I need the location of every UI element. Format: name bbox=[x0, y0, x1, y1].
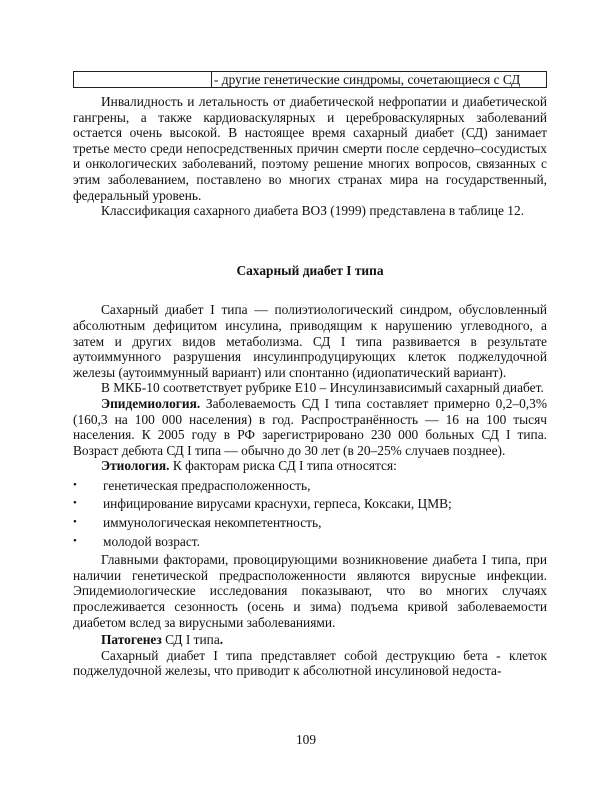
bullet-icon: • bbox=[73, 478, 77, 491]
page-content bbox=[73, 71, 547, 679]
pathogenesis-dot: . bbox=[219, 632, 224, 648]
pathogenesis-suffix: СД I типа bbox=[161, 632, 220, 648]
pathogenesis-label: Патогенез bbox=[101, 632, 162, 648]
list-item-text: инфицирование вирусами краснухи, герпеса, Коксаки, ЦМВ; bbox=[103, 496, 452, 512]
table-row bbox=[74, 72, 547, 88]
etiology-label: Этиология. bbox=[101, 458, 170, 474]
list-item-text: молодой возраст. bbox=[103, 533, 200, 549]
etiology-text: К факторам риска СД I типа относятся: bbox=[169, 458, 397, 474]
page-number: 109 bbox=[295, 732, 317, 747]
factors-paragraph: Главными факторами, провоцирующими возникновение диабета I типа, при наличии генетической предрасположенности являются вирусные инфекции. Эпидемиологические исследования показывают, что во многих случаях прослеживается сезонность (осень и зима) подъема кривой заболеваемости диабетом вслед за вирусными заболеваниями. bbox=[73, 552, 547, 630]
table-cell-text: - другие генетические синдромы, сочетающиеся с СД bbox=[212, 72, 547, 88]
bullet-icon: • bbox=[73, 534, 77, 547]
bullet-icon: • bbox=[73, 516, 77, 529]
list-item bbox=[73, 496, 547, 512]
pathogenesis-heading bbox=[73, 632, 547, 648]
epidemiology-text: Заболеваемость СД I типа составляет примерно 0,2–0,3% (160,3 на 100 000 населения) в год. Распространённость — 16 на 100 тысяч населения. К 2005 году в РФ зарегистрировано 230 000 больных СД I типа. Возраст дебюта СД I типа — обычно до 30 лет (в 20–25% случаев позднее). bbox=[73, 395, 547, 458]
classification-table-fragment bbox=[73, 71, 547, 88]
epidemiology-paragraph bbox=[73, 396, 547, 458]
intro-paragraph-disability: Инвалидность и летальность от диабетической нефропатии и диабетической гангрены, а также кардиоваскулярных и цереброваскулярных заболеваний остается очень высокой. В настоящее время сахарный диабет (СД) занимает третье место среди непосредственных причин смерти после сердечно–сосудистых и онкологических заболеваний, поэтому решение многих вопросов, связанных с этим заболеванием, поставлено во многих странах мира на государственный, федеральный уровень. bbox=[73, 94, 547, 203]
table-cell-empty bbox=[74, 72, 212, 88]
etiology-paragraph bbox=[73, 458, 547, 474]
list-item bbox=[73, 515, 547, 531]
list-item-text: иммунологическая некомпетентность, bbox=[103, 515, 322, 531]
section-title: Сахарный диабет I типа bbox=[236, 262, 384, 278]
mkb-paragraph: В МКБ-10 соответствует рубрике Е10 – Инсулинзависимый сахарный диабет. bbox=[101, 380, 544, 396]
epidemiology-label: Эпидемиология. bbox=[101, 395, 201, 411]
list-item bbox=[73, 534, 547, 550]
bullet-icon: • bbox=[73, 497, 77, 510]
definition-paragraph: Сахарный диабет I типа — полиэтиологический синдром, обусловленный абсолютным дефицитом инсулина, приводящим к нарушению углеводного, а затем и других видов метаболизма. СД I типа развивается в результате аутоиммунного разрушения инсулинпродуцирующих клеток поджелудочной железы (аутоиммунный вариант) или спонтанно (идиопатический вариант). bbox=[73, 302, 547, 380]
list-item-text: генетическая предрасположенность, bbox=[103, 477, 311, 493]
risk-factor-list bbox=[73, 478, 547, 549]
list-item bbox=[73, 478, 547, 494]
intro-paragraph-classification: Классификация сахарного диабета ВОЗ (1999) представлена в таблице 12. bbox=[101, 203, 525, 219]
pathogenesis-paragraph: Сахарный диабет I типа представляет собой деструкцию бета - клеток поджелудочной железы, что приводит к абсолютной инсулиновой недоста- bbox=[73, 647, 547, 679]
